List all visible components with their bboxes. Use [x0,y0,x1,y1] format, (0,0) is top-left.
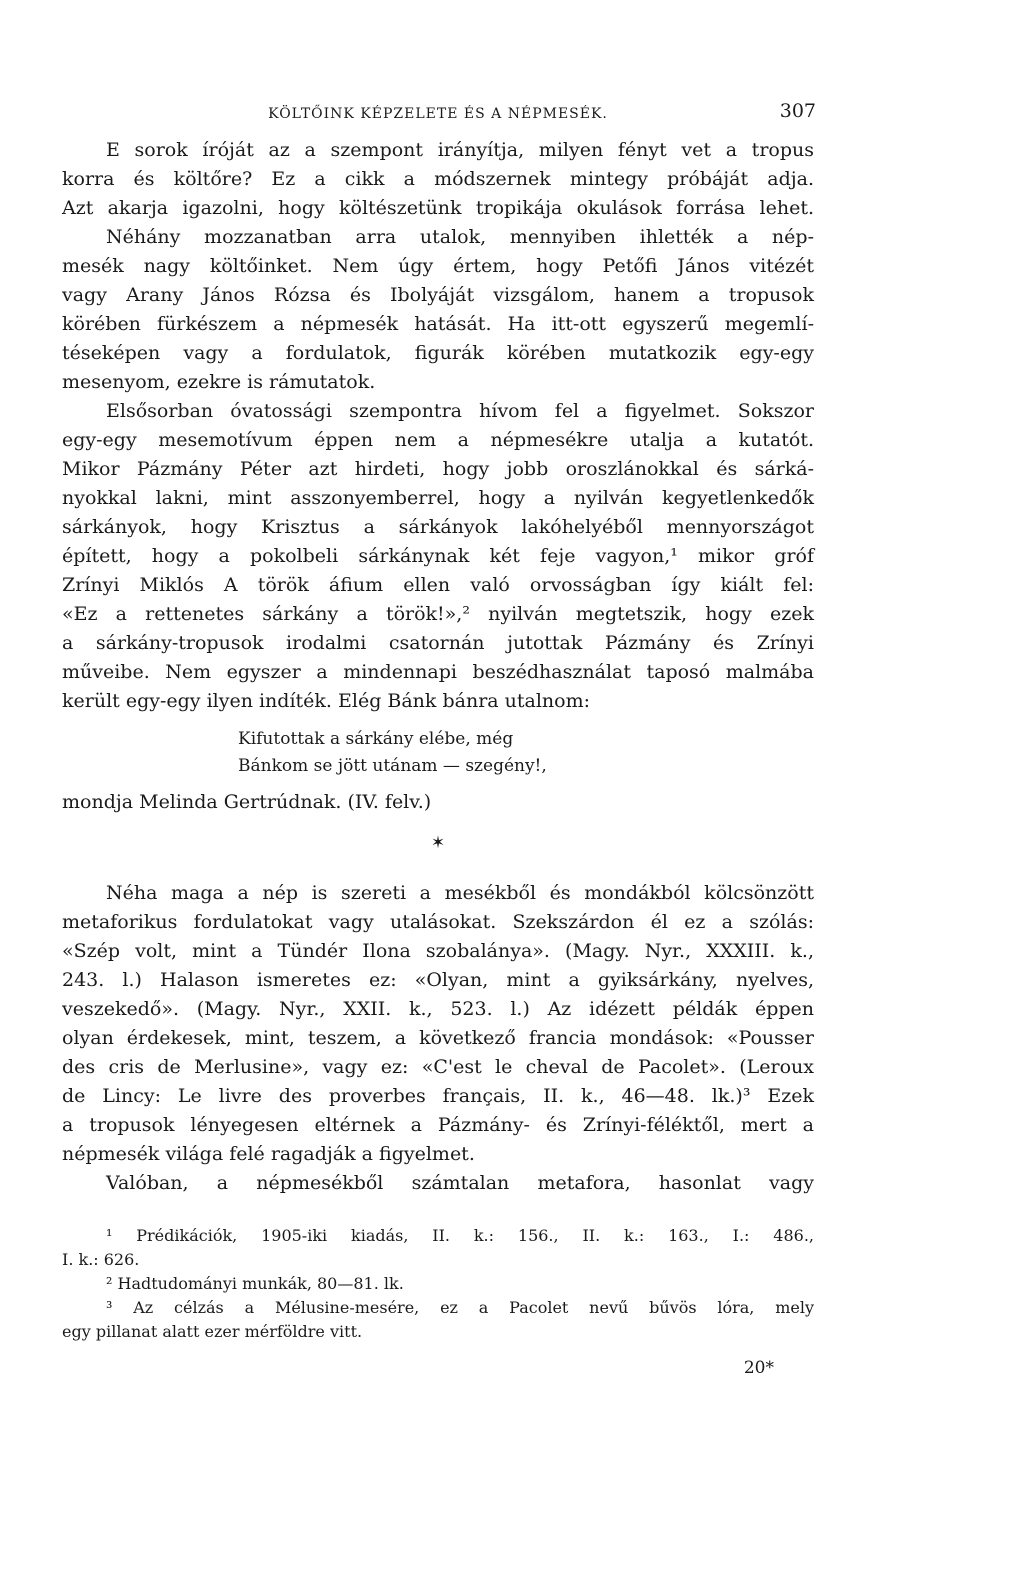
paragraph-4 [62,1169,814,1198]
footnotes [62,1224,814,1344]
footnote-line: ² Hadtudományi munkák, 80—81. lk. [106,1274,404,1293]
text-line: korra és költőre? Ez a cikk a módszernek mintegy próbáját adja. [62,168,814,190]
text-line: E sorok íróját az a szempont irányítja, milyen fényt vet a tropus [106,139,814,161]
text-line: Néha maga a nép is szereti a mesékből és mondákból kölcsönzött [106,882,814,904]
text-line: 243. l.) Halason ismeretes ez: «Olyan, mint a gyiksárkány, nyelves, [62,969,814,991]
text-line: a tropusok lényegesen eltérnek a Pázmány- és Zrínyi-féléktől, mert a [62,1114,814,1136]
text-line: metaforikus fordulatokat vagy utalásokat. Szekszárdon él ez a szólás: [62,911,814,933]
text-line: került egy-egy ilyen indíték. Elég Bánk bánra utalnom: [62,690,591,712]
signature-mark: 20* [743,1358,774,1378]
text-line: «Ez a rettenetes sárkány a török!»,² nyilván megtetszik, hogy ezek [62,603,814,625]
text-line: Valóban, a népmesékből számtalan metafora, hasonlat vagy [106,1172,814,1194]
text-line: mondja Melinda Gertrúdnak. (IV. felv.) [62,791,432,813]
section-separator-icon: ✶ [430,833,446,853]
verse-quote [238,726,814,780]
text-line: mesenyom, ezekre is rámutatok. [62,371,376,393]
text-line: des cris de Merlusine», vagy ez: «C'est le cheval de Pacolet». (Leroux [62,1056,814,1078]
text-line: «Szép volt, mint a Tündér Ilona szobalánya». (Magy. Nyr., XXXIII. k., [62,940,814,962]
page-number: 307 [779,100,816,122]
running-head [62,100,814,136]
text-line: Néhány mozzanatban arra utalok, mennyiben ihlették a nép- [106,226,814,248]
footnote-line: ¹ Prédikációk, 1905-iki kiadás, II. k.: 156., II. k.: 163., I.: 486., [106,1226,814,1245]
text-line: de Lincy: Le livre des proverbes français, II. k., 46—48. lk.)³ Ezek [62,1085,814,1107]
text-line: népmesék világa felé ragadják a figyelmet. [62,1143,475,1165]
verse-line: Kifutottak a sárkány elébe, még [238,729,514,749]
verse-line: Bánkom se jött utánam — szegény!, [238,756,547,776]
text-line: olyan érdekesek, mint, teszem, a következő francia mondások: «Pousser [62,1027,814,1049]
footnote-line: I. k.: 626. [62,1250,140,1269]
text-line: sárkányok, hogy Krisztus a sárkányok lakóhelyéből mennyországot [62,516,814,538]
text-line: műveibe. Nem egyszer a mindennapi beszédhasználat taposó malmába [62,661,814,683]
text-line: Azt akarja igazolni, hogy költészetünk tropikája okulások forrása lehet. [62,197,814,219]
text-line: Mikor Pázmány Péter azt hirdeti, hogy jobb oroszlánokkal és sárká- [62,458,814,480]
footnote-line: ³ Az célzás a Mélusine-mesére, ez a Pacolet nevű bűvös lóra, mely [106,1298,814,1317]
running-title: KÖLTŐINK KÉPZELETE ÉS A NÉPMESÉK. [268,106,608,122]
text-line: körében fürkészem a népmesék hatását. Ha itt-ott egyszerű megemlí- [62,313,814,335]
text-line: egy-egy mesemotívum éppen nem a népmesékre utalja a kutatót. [62,429,814,451]
paragraph-1 [62,136,814,397]
footnote-line: egy pillanat alatt ezer mérföldre vitt. [62,1322,363,1341]
text-line: épített, hogy a pokolbeli sárkánynak két feje vagyon,¹ mikor gróf [62,545,814,567]
after-verse [62,788,814,817]
paragraph-3 [62,879,814,1169]
text-line: vagy Arany János Rózsa és Ibolyáját vizsgálom, hanem a tropusok [62,284,814,306]
text-line: Zrínyi Miklós A török áfium ellen való orvosságban így kiált fel: [62,574,814,596]
text-line: téseképen vagy a fordulatok, figurák körében mutatkozik egy-egy [62,342,814,364]
paragraph-2 [62,397,814,716]
text-line: mesék nagy költőinket. Nem úgy értem, hogy Petőfi János vitézét [62,255,814,277]
page [62,100,814,1378]
text-line: veszekedő». (Magy. Nyr., XXII. k., 523. l.) Az idézett példák éppen [62,998,814,1020]
text-line: nyokkal lakni, mint asszonyemberrel, hogy a nyilván kegyetlenkedők [62,487,814,509]
text-line: a sárkány-tropusok irodalmi csatornán jutottak Pázmány és Zrínyi [62,632,814,654]
text-line: Elsősorban óvatossági szempontra hívom fel a figyelmet. Sokszor [106,400,814,422]
